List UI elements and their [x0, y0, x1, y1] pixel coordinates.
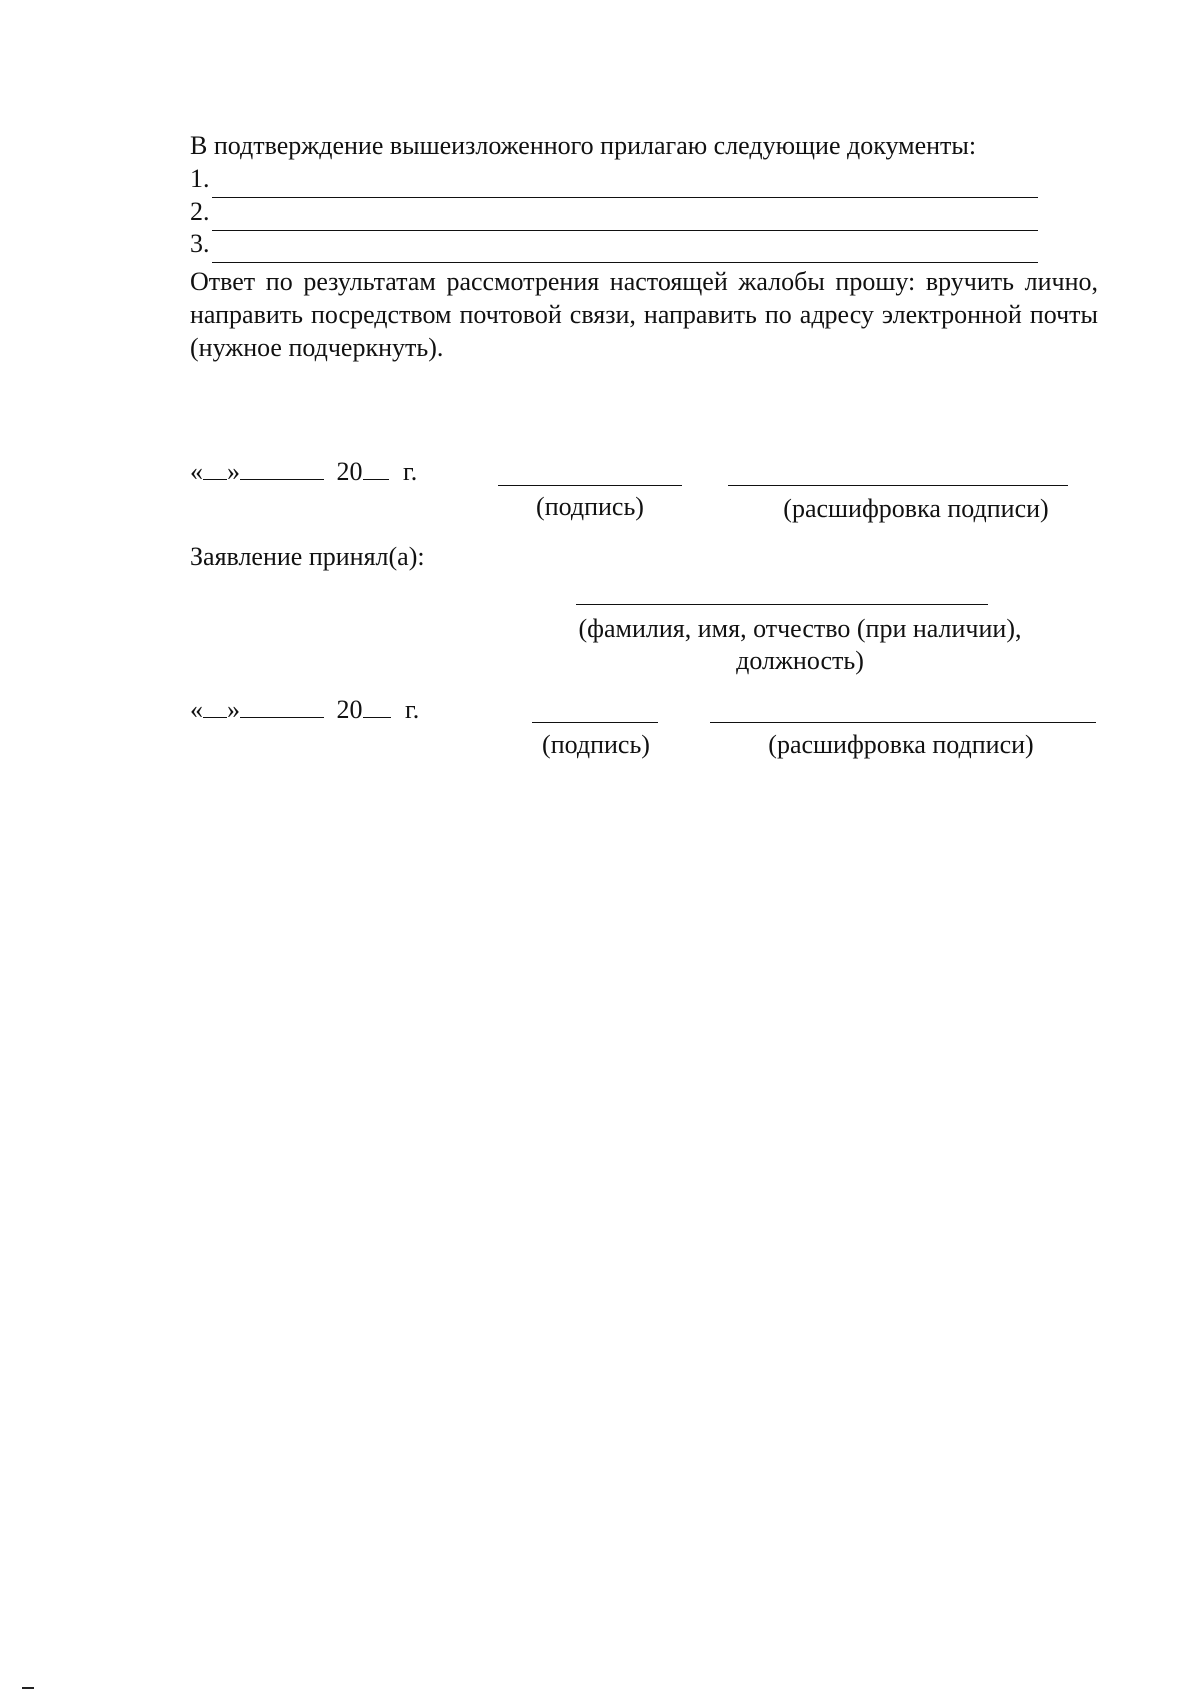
receiver-date-year-blank[interactable]	[363, 695, 391, 718]
attachment-item-3-line[interactable]	[212, 262, 1038, 263]
receiver-decoding-line[interactable]	[710, 722, 1096, 723]
receiver-name-caption-line1: (фамилия, имя, отчество (при наличии),	[578, 614, 1022, 643]
scan-mark	[22, 1687, 34, 1689]
attachment-item-3-number: 3.	[190, 229, 210, 258]
receiver-date-open-quote: «	[190, 695, 203, 724]
response-method-paragraph: Ответ по результатам рассмотрения настоящей жалобы прошу: вручить лично, направить посредством почтовой связи, направить по адресу электронной почты (нужное подчеркнуть).	[190, 267, 1098, 362]
applicant-date-open-quote: «	[190, 457, 203, 486]
applicant-date-close-quote: »	[227, 457, 240, 486]
applicant-date-year-suffix: г.	[403, 457, 418, 486]
applicant-date-year-blank[interactable]	[363, 457, 389, 480]
receiver-date-day-blank[interactable]	[203, 695, 227, 718]
attachment-item-1-number: 1.	[190, 164, 210, 193]
applicant-date-month-blank[interactable]	[240, 457, 324, 480]
applicant-date-day-blank[interactable]	[203, 457, 227, 480]
receiver-signature-caption: (подпись)	[542, 730, 650, 759]
applicant-date-year-prefix: 20	[336, 457, 363, 486]
applicant-signature-line[interactable]	[498, 485, 682, 486]
receiver-date	[190, 694, 419, 726]
attachment-item-1-line[interactable]	[212, 197, 1038, 198]
attachment-item-2-line[interactable]	[212, 230, 1038, 231]
applicant-decoding-caption: (расшифровка подписи)	[783, 494, 1049, 523]
attachment-item-2-number: 2.	[190, 197, 210, 226]
attachments-intro: В подтверждение вышеизложенного прилагаю следующие документы:	[190, 131, 977, 160]
receiver-date-year-suffix: г.	[405, 695, 420, 724]
receiver-signature-line[interactable]	[532, 722, 658, 723]
receiver-name-caption-line2: должность)	[736, 646, 864, 675]
applicant-decoding-line[interactable]	[728, 485, 1068, 486]
receiver-date-close-quote: »	[227, 695, 240, 724]
receiver-date-year-prefix: 20	[336, 695, 363, 724]
applicant-signature-caption: (подпись)	[536, 492, 644, 521]
applicant-date	[190, 456, 417, 488]
receiver-decoding-caption: (расшифровка подписи)	[768, 730, 1034, 759]
receiver-name-line[interactable]	[576, 604, 988, 605]
receiver-date-month-blank[interactable]	[240, 695, 324, 718]
receiver-heading: Заявление принял(а):	[190, 542, 425, 571]
